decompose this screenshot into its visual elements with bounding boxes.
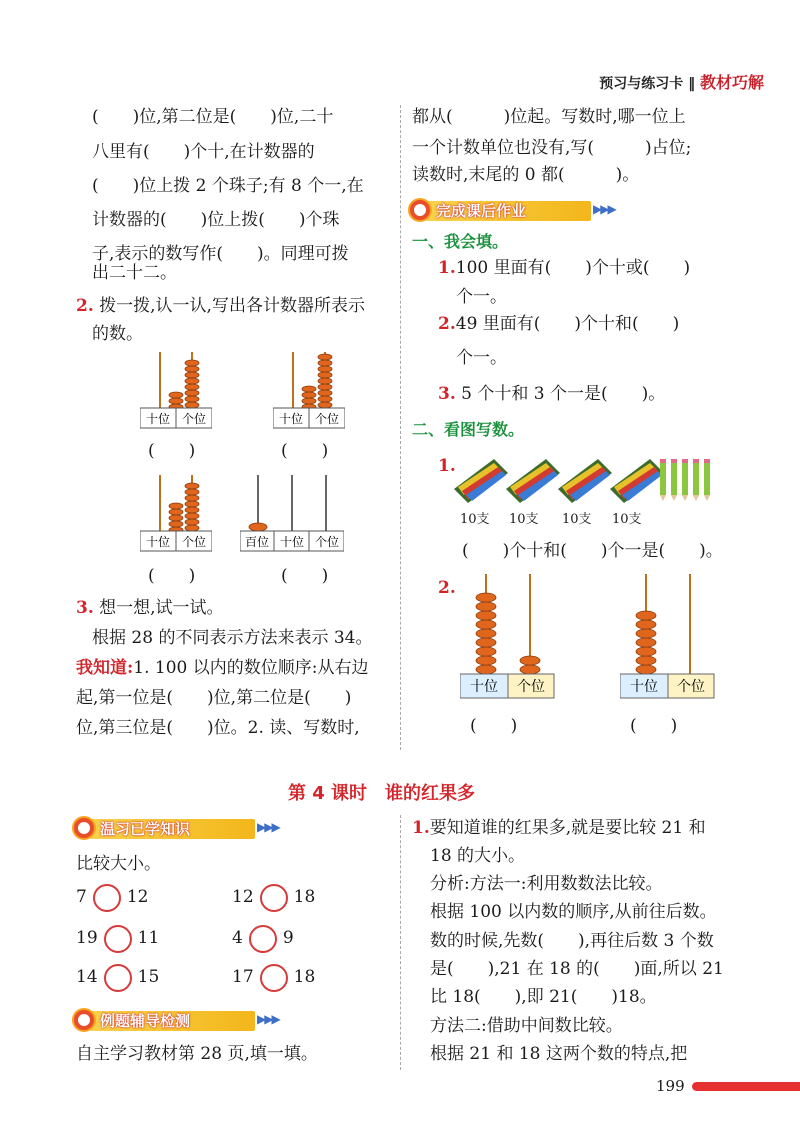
- compare-right: 12: [126, 887, 149, 907]
- label-ones: 个位: [314, 412, 340, 426]
- bead: [520, 656, 540, 665]
- text-line: 根据 21 和 18 这两个数的特点,把: [430, 1044, 688, 1064]
- compare-left: 19: [76, 928, 98, 948]
- bead: [169, 392, 183, 398]
- bead: [185, 384, 199, 390]
- item-text: 个一。: [456, 287, 507, 307]
- bead: [185, 483, 199, 489]
- compare-left: 7: [76, 887, 87, 907]
- arrows-icon: ▶▶▶: [257, 820, 279, 834]
- compare-circle[interactable]: [260, 884, 288, 912]
- label-hundreds: 百位: [244, 535, 270, 549]
- page-header: [599, 70, 764, 93]
- bead: [476, 602, 496, 611]
- item-number: 1.: [438, 456, 456, 476]
- bead: [636, 629, 656, 638]
- bead: [476, 620, 496, 629]
- bead: [185, 366, 199, 372]
- compare-circle[interactable]: [104, 964, 132, 992]
- compare-item: [232, 923, 294, 953]
- bundle-label: 10支: [612, 512, 642, 527]
- label-ones: 个位: [517, 679, 545, 695]
- example-banner: [72, 1008, 279, 1034]
- bead: [318, 360, 332, 366]
- label-ones: 个位: [677, 679, 705, 695]
- abacus-a: [140, 350, 212, 430]
- answer-blank[interactable]: ( ): [148, 441, 196, 461]
- know-label: 我知道:: [76, 658, 134, 678]
- bead: [318, 366, 332, 372]
- header-divider: ‖: [683, 76, 700, 92]
- bead: [636, 638, 656, 647]
- compare-right: 9: [282, 928, 294, 948]
- question-title: 想一想,试一试。: [99, 598, 224, 618]
- item-text: 100 里面有( )个十或( ): [455, 258, 691, 278]
- bead: [476, 593, 496, 602]
- compare-right: 11: [137, 928, 160, 948]
- bead: [318, 384, 332, 390]
- abacus-c: [140, 473, 212, 553]
- text-line: 分析:方法一:利用数数法比较。: [430, 874, 663, 894]
- bead: [185, 525, 199, 531]
- label-tens: 十位: [279, 535, 305, 549]
- know-line: [76, 658, 368, 678]
- question-2: [76, 296, 365, 316]
- fill-item: [438, 314, 679, 334]
- item-text: 要知道谁的红果多,就是要比较 21 和: [429, 818, 706, 838]
- bead: [302, 386, 316, 392]
- bead: [169, 509, 183, 515]
- answer-blank[interactable]: ( ): [470, 716, 518, 736]
- compare-circle[interactable]: [104, 925, 132, 953]
- item-text: 个一。: [456, 348, 507, 368]
- bead: [476, 638, 496, 647]
- label-tens: 十位: [145, 412, 171, 426]
- label-ones: 个位: [181, 535, 207, 549]
- bead: [302, 392, 316, 398]
- bead: [169, 503, 183, 509]
- pencil-bundle-icon: [610, 459, 664, 503]
- text-line: 数的时候,先数( ),再往后数 3 个数: [430, 931, 714, 951]
- compare-item: [76, 882, 148, 912]
- bead: [185, 402, 199, 408]
- text-line: 是( ),21 在 18 的( )面,所以 21: [430, 959, 724, 979]
- text-line: 根据 100 以内数的顺序,从前往后数。: [430, 902, 717, 922]
- bead: [169, 515, 183, 521]
- bead: [318, 372, 332, 378]
- abacus-f: [620, 572, 716, 700]
- question-number: 3.: [76, 598, 94, 618]
- item-number: 2.: [438, 578, 456, 598]
- bead: [476, 611, 496, 620]
- bead: [169, 521, 183, 527]
- review-banner: [72, 816, 279, 842]
- bead: [185, 378, 199, 384]
- bead: [318, 354, 332, 360]
- bead: [476, 647, 496, 656]
- compare-left: 17: [232, 967, 254, 987]
- picture-answer[interactable]: ( )个十和( )个一是( )。: [462, 541, 723, 561]
- header-brand: 教材巧解: [699, 73, 764, 92]
- homework-banner: [408, 198, 615, 224]
- bead: [185, 360, 199, 366]
- section-heading: 二、看图写数。: [412, 420, 525, 439]
- text-line: 自主学习教材第 28 页,填一填。: [76, 1044, 318, 1064]
- text-line: 方法二:借助中间数比较。: [430, 1016, 623, 1036]
- know-text: 1. 100 以内的数位顺序:从右边: [133, 658, 369, 678]
- example-1: [412, 818, 706, 838]
- text-line: ( )位上拨 2 个珠子;有 8 个一,在: [92, 176, 364, 196]
- pencil-bundle-icon: [454, 459, 508, 503]
- header-series: 预习与练习卡: [599, 76, 684, 92]
- bead: [318, 390, 332, 396]
- fill-item: [438, 258, 690, 278]
- compare-item: [232, 962, 315, 992]
- abacus-e-tens-beads: [476, 593, 496, 674]
- banner-title: 例题辅导检测: [100, 1012, 191, 1030]
- bead: [185, 489, 199, 495]
- clock-icon: [72, 1008, 96, 1032]
- pencil-bundle-icon: [506, 459, 560, 503]
- page-number: 199: [656, 1077, 685, 1095]
- text-line: 根据 28 的不同表示方法来表示 34。: [92, 628, 373, 648]
- bead: [476, 656, 496, 665]
- compare-item: [232, 882, 315, 912]
- compare-right: 18: [293, 967, 316, 987]
- question-3: [76, 598, 224, 618]
- bundle-label: 10支: [562, 512, 592, 527]
- banner-title: 温习已学知识: [100, 820, 191, 838]
- answer-blank[interactable]: ( ): [630, 716, 678, 736]
- bead: [636, 656, 656, 665]
- item-number: 1.: [438, 258, 456, 278]
- bead: [185, 390, 199, 396]
- bundle-label: 10支: [460, 512, 490, 527]
- abacus-f-tens-beads: [636, 611, 656, 674]
- label-tens: 十位: [470, 679, 498, 695]
- item-number: 3.: [438, 384, 456, 404]
- abacus-b-tens-beads: [318, 354, 332, 408]
- page-accent-bar: [692, 1082, 800, 1091]
- answer-blank[interactable]: ( ): [148, 566, 196, 586]
- bead: [318, 402, 332, 408]
- item-text: 5 个十和 3 个一是( )。: [461, 384, 666, 404]
- bead: [185, 519, 199, 525]
- item-number: 2.: [438, 314, 456, 334]
- text-line: 都从( )位起。写数时,哪一位上: [412, 107, 686, 127]
- text-line: 一个计数单位也没有,写( )占位;: [412, 138, 692, 158]
- compare-left: 12: [232, 887, 254, 907]
- text-line: 八里有( )个十,在计数器的: [92, 142, 315, 162]
- label-tens: 十位: [630, 679, 658, 695]
- bead: [636, 647, 656, 656]
- banner-title: 完成课后作业: [436, 202, 527, 220]
- question-number: 2.: [76, 296, 94, 316]
- bead: [520, 665, 540, 674]
- bead: [185, 396, 199, 402]
- loose-pencils-icon: [660, 459, 710, 501]
- text-line: 子,表示的数写作( )。同理可拨: [92, 244, 349, 264]
- bead: [185, 501, 199, 507]
- bead: [185, 507, 199, 513]
- bead: [318, 378, 332, 384]
- pencil-bundle-icon: [558, 459, 612, 503]
- compare-right: 18: [293, 887, 316, 907]
- bead: [636, 620, 656, 629]
- column-divider-bottom: [400, 815, 401, 1070]
- label-tens: 十位: [145, 535, 171, 549]
- clock-icon: [72, 816, 96, 840]
- compare-circle[interactable]: [249, 925, 277, 953]
- compare-title: 比较大小。: [76, 854, 161, 874]
- abacus-a-tens-beads: [185, 360, 199, 408]
- question-text: 拨一拨,认一认,写出各计数器所表示: [99, 296, 365, 316]
- compare-left: 4: [232, 928, 243, 948]
- lesson-title: 第 4 课时 谁的红果多: [288, 783, 476, 804]
- text-line: 出二十二。: [92, 263, 177, 283]
- arrows-icon: ▶▶▶: [593, 202, 615, 216]
- label-ones: 个位: [314, 535, 340, 549]
- text-line: ( )位,第二位是( )位,二十: [92, 107, 334, 127]
- bead: [318, 396, 332, 402]
- bead: [636, 611, 656, 620]
- column-divider-top: [400, 105, 401, 750]
- text-line: 计数器的( )位上拨( )个珠: [92, 210, 340, 230]
- compare-circle[interactable]: [260, 964, 288, 992]
- compare-circle[interactable]: [93, 884, 121, 912]
- answer-blank[interactable]: ( ): [281, 441, 329, 461]
- know-text: 位,第三位是( )位。2. 读、写数时,: [76, 718, 360, 738]
- text-line: 读数时,末尾的 0 都( )。: [412, 165, 640, 185]
- abacus-d: [240, 473, 344, 553]
- answer-blank[interactable]: ( ): [281, 566, 329, 586]
- abacus-b: [273, 350, 345, 430]
- compare-item: [76, 962, 159, 992]
- bead: [249, 523, 267, 531]
- item-number: 1.: [412, 818, 430, 838]
- abacus-e-ones-beads: [520, 656, 540, 674]
- bead: [185, 513, 199, 519]
- compare-item: [76, 923, 159, 953]
- section-heading: 一、我会填。: [412, 232, 509, 251]
- bead: [185, 372, 199, 378]
- bead: [169, 398, 183, 404]
- fill-item: [438, 384, 665, 404]
- compare-left: 14: [76, 967, 98, 987]
- bundle-label: 10支: [509, 512, 539, 527]
- know-text: 起,第一位是( )位,第二位是( ): [76, 688, 352, 708]
- label-tens: 十位: [278, 412, 304, 426]
- clock-icon: [408, 198, 432, 222]
- abacus-c-tens-beads: [185, 483, 199, 531]
- item-text: 49 里面有( )个十和( ): [455, 314, 680, 334]
- arrows-icon: ▶▶▶: [257, 1012, 279, 1026]
- bead: [476, 665, 496, 674]
- bead: [476, 629, 496, 638]
- text-line: 的数。: [92, 324, 143, 344]
- text-line: 18 的大小。: [430, 846, 526, 866]
- abacus-e: [460, 572, 556, 700]
- bead: [185, 495, 199, 501]
- label-ones: 个位: [181, 412, 207, 426]
- bead: [636, 665, 656, 674]
- compare-right: 15: [137, 967, 160, 987]
- bead: [302, 398, 316, 404]
- text-line: 比 18( ),即 21( )18。: [430, 987, 657, 1007]
